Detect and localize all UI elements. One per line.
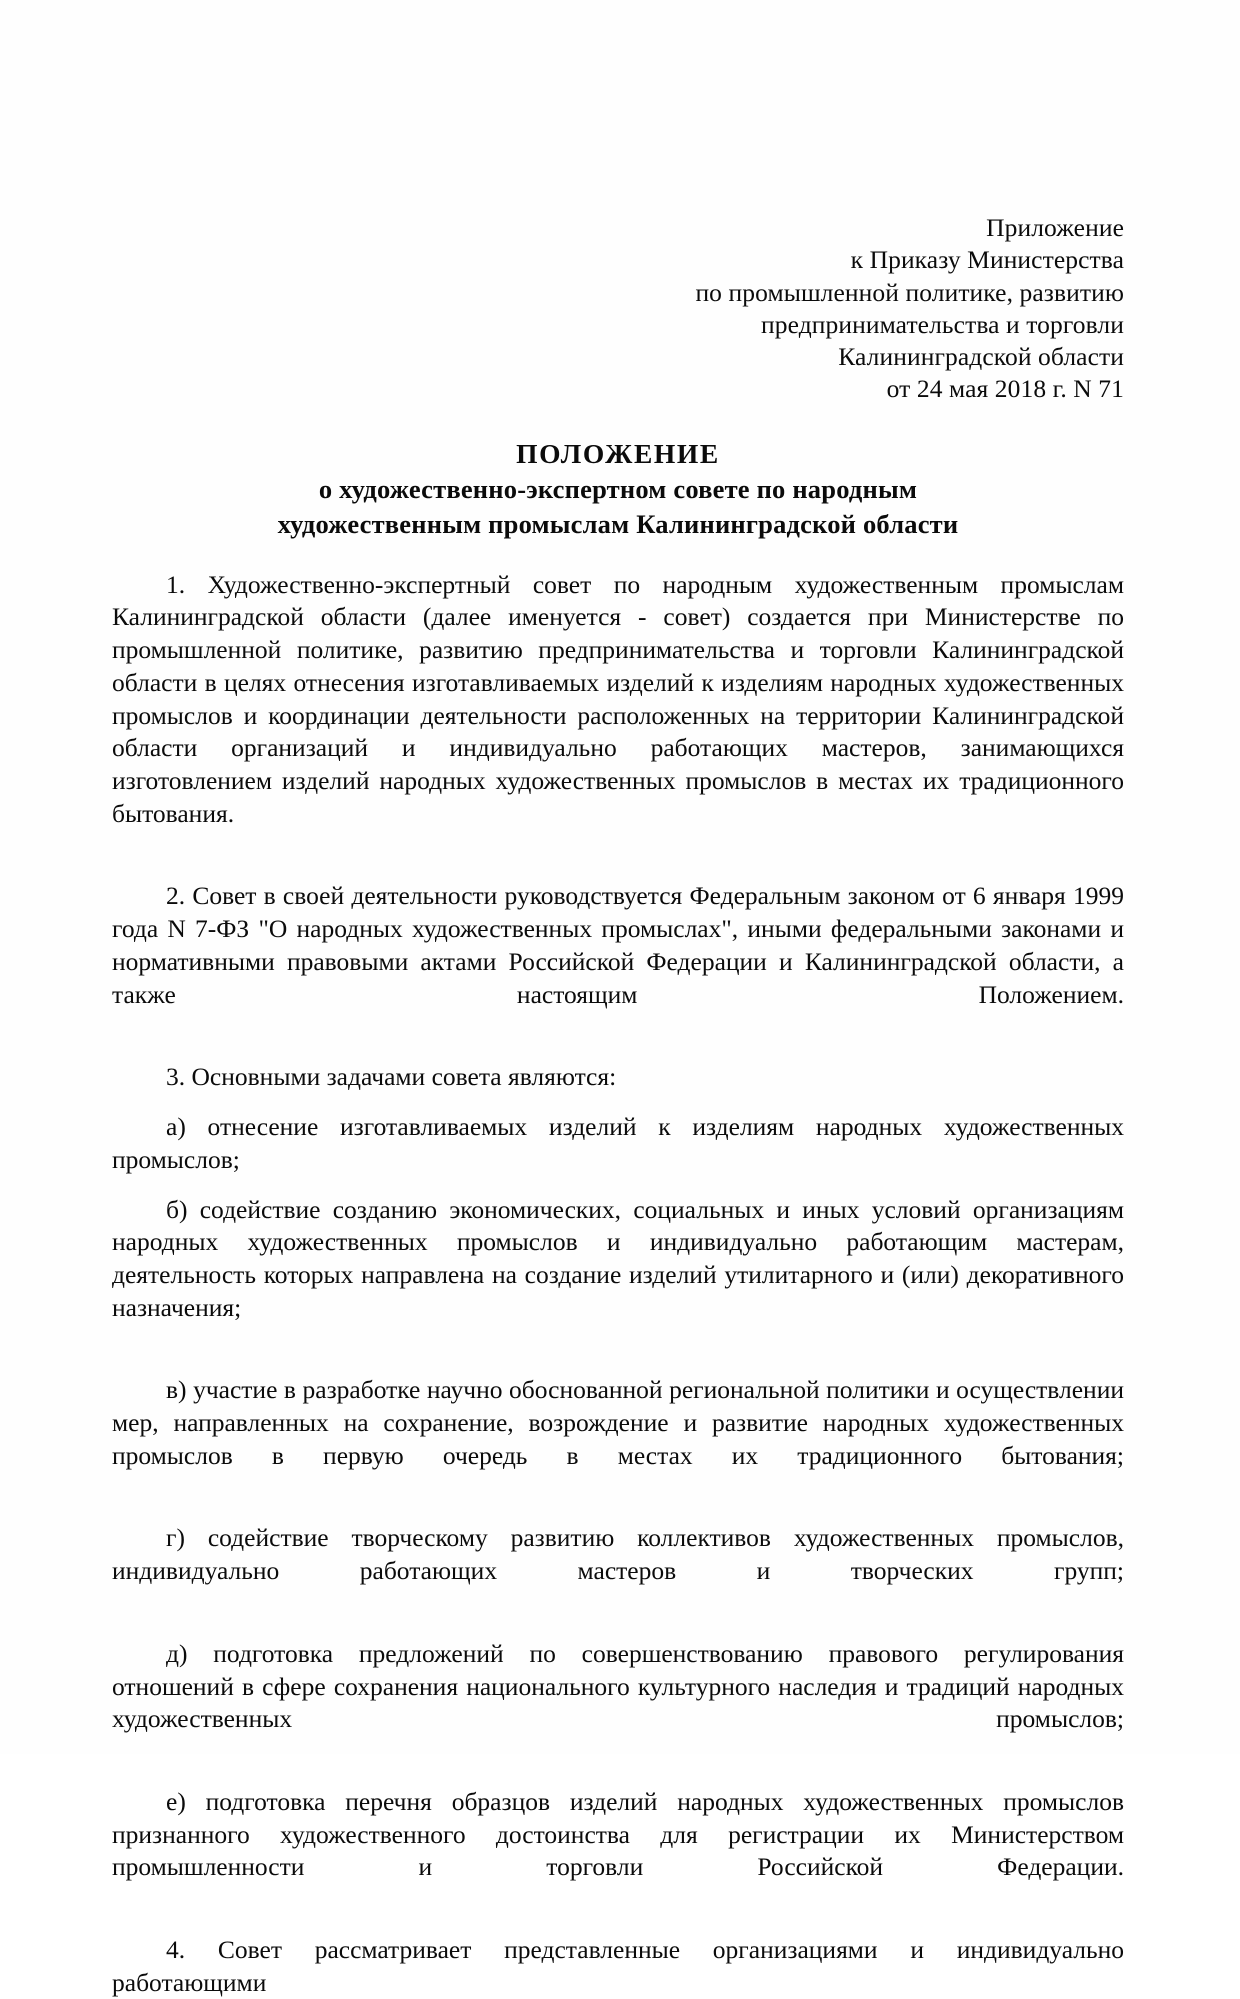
paragraph-1: 1. Художественно-экспертный совет по народным художественным промыслам Калининградской области (далее именуется - совет) создается при Министерстве по промышленной политике, развитию предпринимательства и торговли Калининградской области в целях отнесения изготавливаемых изделий к изделиям народных художественных промыслов и координации деятельности расположенных на территории Калининградской области организаций и индивидуально работающих мастеров, занимающихся изготовлением изделий народных художественных промыслов в местах их традиционного бытования.: [112, 569, 1124, 828]
page-subtitle-line-2: художественным промыслам Калининградской области: [277, 509, 959, 540]
page-content: [112, 0, 1124, 1999]
header-line-entrepreneurship: предпринимательства и торговли: [761, 309, 1124, 339]
header-line-region: Калининградской области: [838, 342, 1124, 371]
paragraph-2: 2. Совет в своей деятельности руководствуется Федеральным законом от 6 января 1999 года N 7-ФЗ "О народных художественных промыслах", иными федеральными законами и нормативными правовыми актами Российской Федерации и Калининградской области, а также настоящим Положением.: [112, 881, 1124, 1009]
document-header-block: [112, 212, 1124, 406]
paragraph-3-item-v: в) участие в разработке научно обоснованной региональной политики и осуществлении мер, направленных на сохранение, возрождение и развитие народных художественных промыслов в первую очередь в местах их традиционного бытования;: [112, 1375, 1124, 1470]
paragraph-3-item-a: а) отнесение изготавливаемых изделий к изделиям народных художественных промыслов;: [112, 1112, 1124, 1174]
header-line-date-number: от 24 мая 2018 г. N 71: [886, 374, 1124, 404]
paragraph-4: 4. Совет рассматривает представленные организациями и индивидуально работающими: [112, 1934, 1124, 1997]
page-subtitle-line-1: о художественно-экспертном совете по народным: [318, 474, 918, 505]
paragraph-3-item-e: е) подготовка перечня образцов изделий народных художественных промыслов признанного художественного достоинства для регистрации их Министерством промышленности и торговли Российской Федерации.: [112, 1786, 1124, 1882]
header-line-policy: по промышленной политике, развитию: [695, 277, 1124, 307]
page-title: ПОЛОЖЕНИЕ: [516, 437, 720, 469]
header-line-order-authority: к Приказу Министерства: [850, 245, 1124, 275]
paragraph-3: 3. Основными задачами совета являются:: [166, 1062, 617, 1092]
header-line-appendix: Приложение: [986, 213, 1124, 242]
paragraph-3-item-d: д) подготовка предложений по совершенствованию правового регулирования отношений в сфере сохранения национального культурного наследия и традиций народных художественных промыслов;: [112, 1638, 1124, 1734]
paragraph-3-item-b: б) содействие созданию экономических, социальных и иных условий организациям народных художественных промыслов и индивидуально работающим мастерам, деятельность которых направлена на создание изделий утилитарного и (или) декоративного назначения;: [112, 1194, 1124, 1322]
document-body: [112, 569, 1124, 1999]
paragraph-3-item-g: г) содействие творческому развитию коллективов художественных промыслов, индивидуально работающих мастеров и творческих групп;: [112, 1523, 1124, 1586]
document-title-block: [112, 436, 1124, 543]
